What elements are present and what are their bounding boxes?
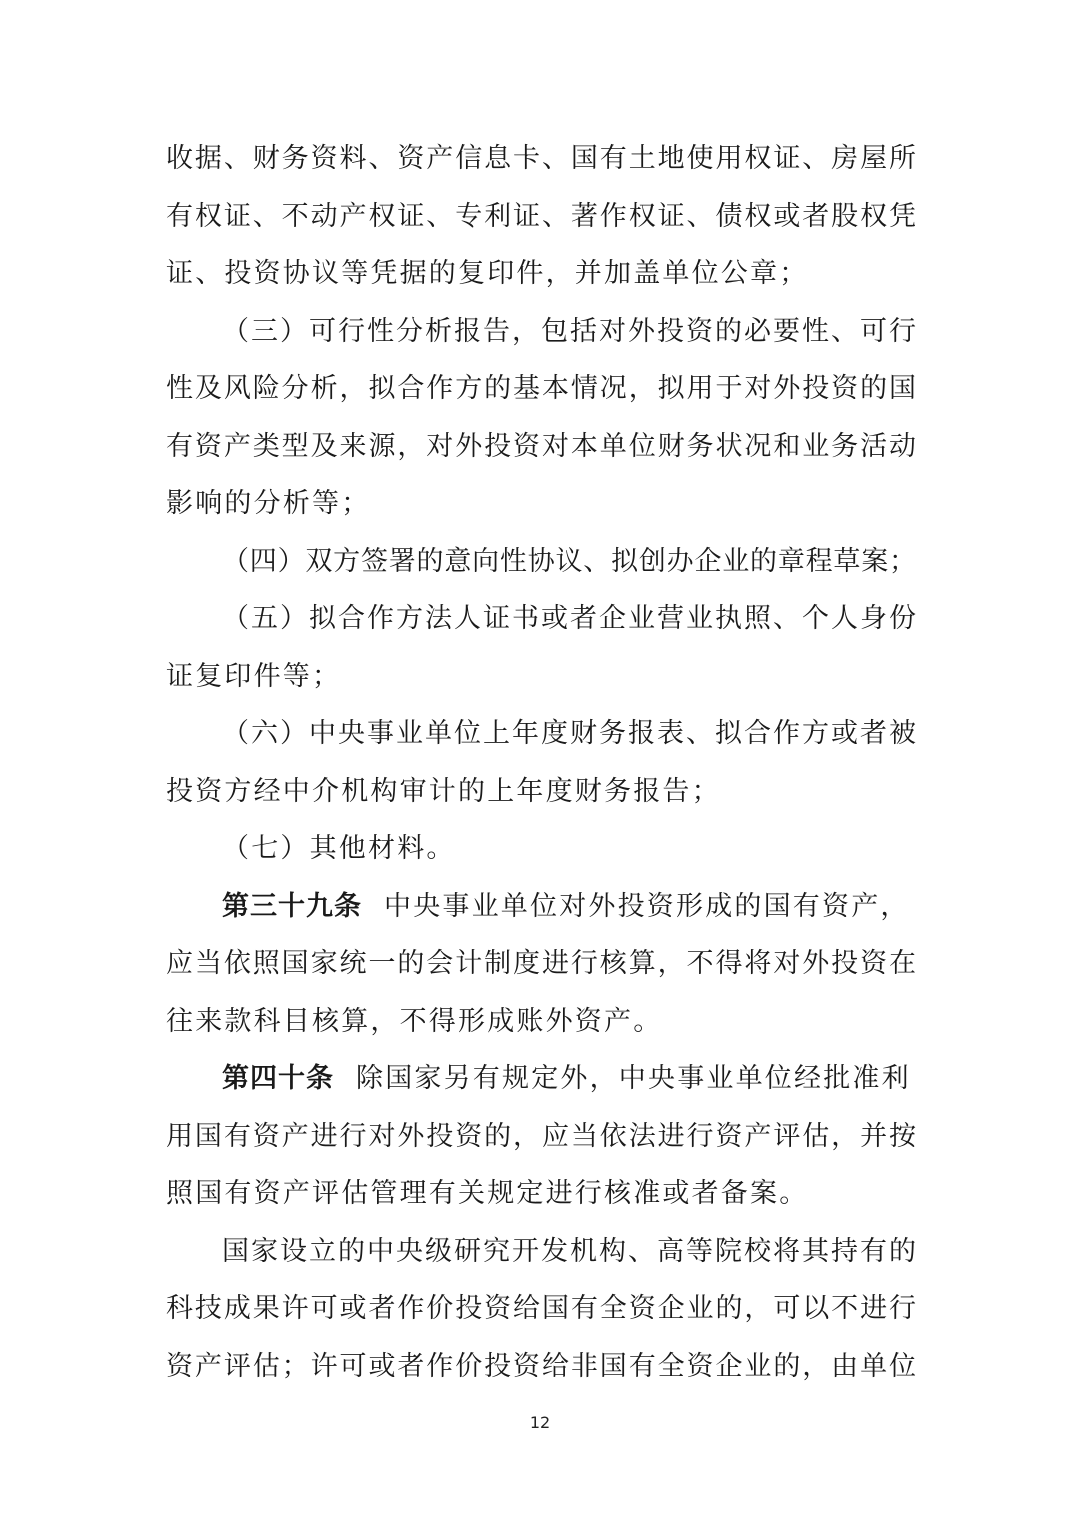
- text-line: （五）拟合作方法人证书或者企业营业执照、个人身份: [222, 603, 916, 634]
- text-line: 除国家另有规定外，中央事业单位经批准利: [356, 1063, 911, 1094]
- text-line: 科技成果许可或者作价投资给国有全资企业的，可以不进行: [166, 1293, 916, 1324]
- text-line: 照国有资产评估管理有关规定进行核准或者备案。: [166, 1178, 809, 1209]
- text-line: （四）双方签署的意向性协议、拟创办企业的章程草案；: [222, 545, 916, 577]
- text-line: 国家设立的中央级研究开发机构、高等院校将其持有的: [222, 1235, 916, 1267]
- text-line: 影响的分析等；: [166, 488, 371, 519]
- text-line: 往来款科目核算，不得形成账外资产。: [166, 1005, 663, 1037]
- article-39-line: [166, 878, 916, 936]
- text-line: 有资产类型及来源，对外投资对本单位财务状况和业务活动: [166, 430, 916, 462]
- text-line: 用国有资产进行对外投资的，应当依法进行资产评估，并按: [166, 1120, 916, 1152]
- text-line: 中央事业单位对外投资形成的国有资产，: [384, 890, 910, 922]
- text-line: 有权证、不动产权证、专利证、著作权证、债权或者股权凭: [166, 200, 916, 232]
- text-line: （七）其他材料。: [222, 833, 456, 864]
- text-line: 收据、财务资料、资产信息卡、国有土地使用权证、房屋所: [166, 143, 916, 174]
- article-40-line: [166, 1050, 916, 1108]
- text-line: 性及风险分析，拟合作方的基本情况，拟用于对外投资的国: [166, 373, 916, 404]
- text-line: （六）中央事业单位上年度财务报表、拟合作方或者被: [222, 718, 916, 749]
- text-line: 证复印件等；: [166, 660, 342, 692]
- text-line: 资产评估；许可或者作价投资给非国有全资企业的，由单位: [166, 1350, 916, 1382]
- article-39-heading: 第三十九条: [222, 890, 362, 922]
- page-number: 12: [529, 1413, 551, 1432]
- text-line: 证、投资协议等凭据的复印件，并加盖单位公章；: [166, 258, 809, 289]
- article-40-heading: 第四十条: [222, 1063, 334, 1094]
- text-line: 投资方经中介机构审计的上年度财务报告；: [166, 775, 721, 807]
- text-line: 应当依照国家统一的会计制度进行核算，不得将对外投资在: [166, 948, 916, 979]
- document-body: [166, 130, 916, 1395]
- text-line: （三）可行性分析报告，包括对外投资的必要性、可行: [222, 315, 916, 347]
